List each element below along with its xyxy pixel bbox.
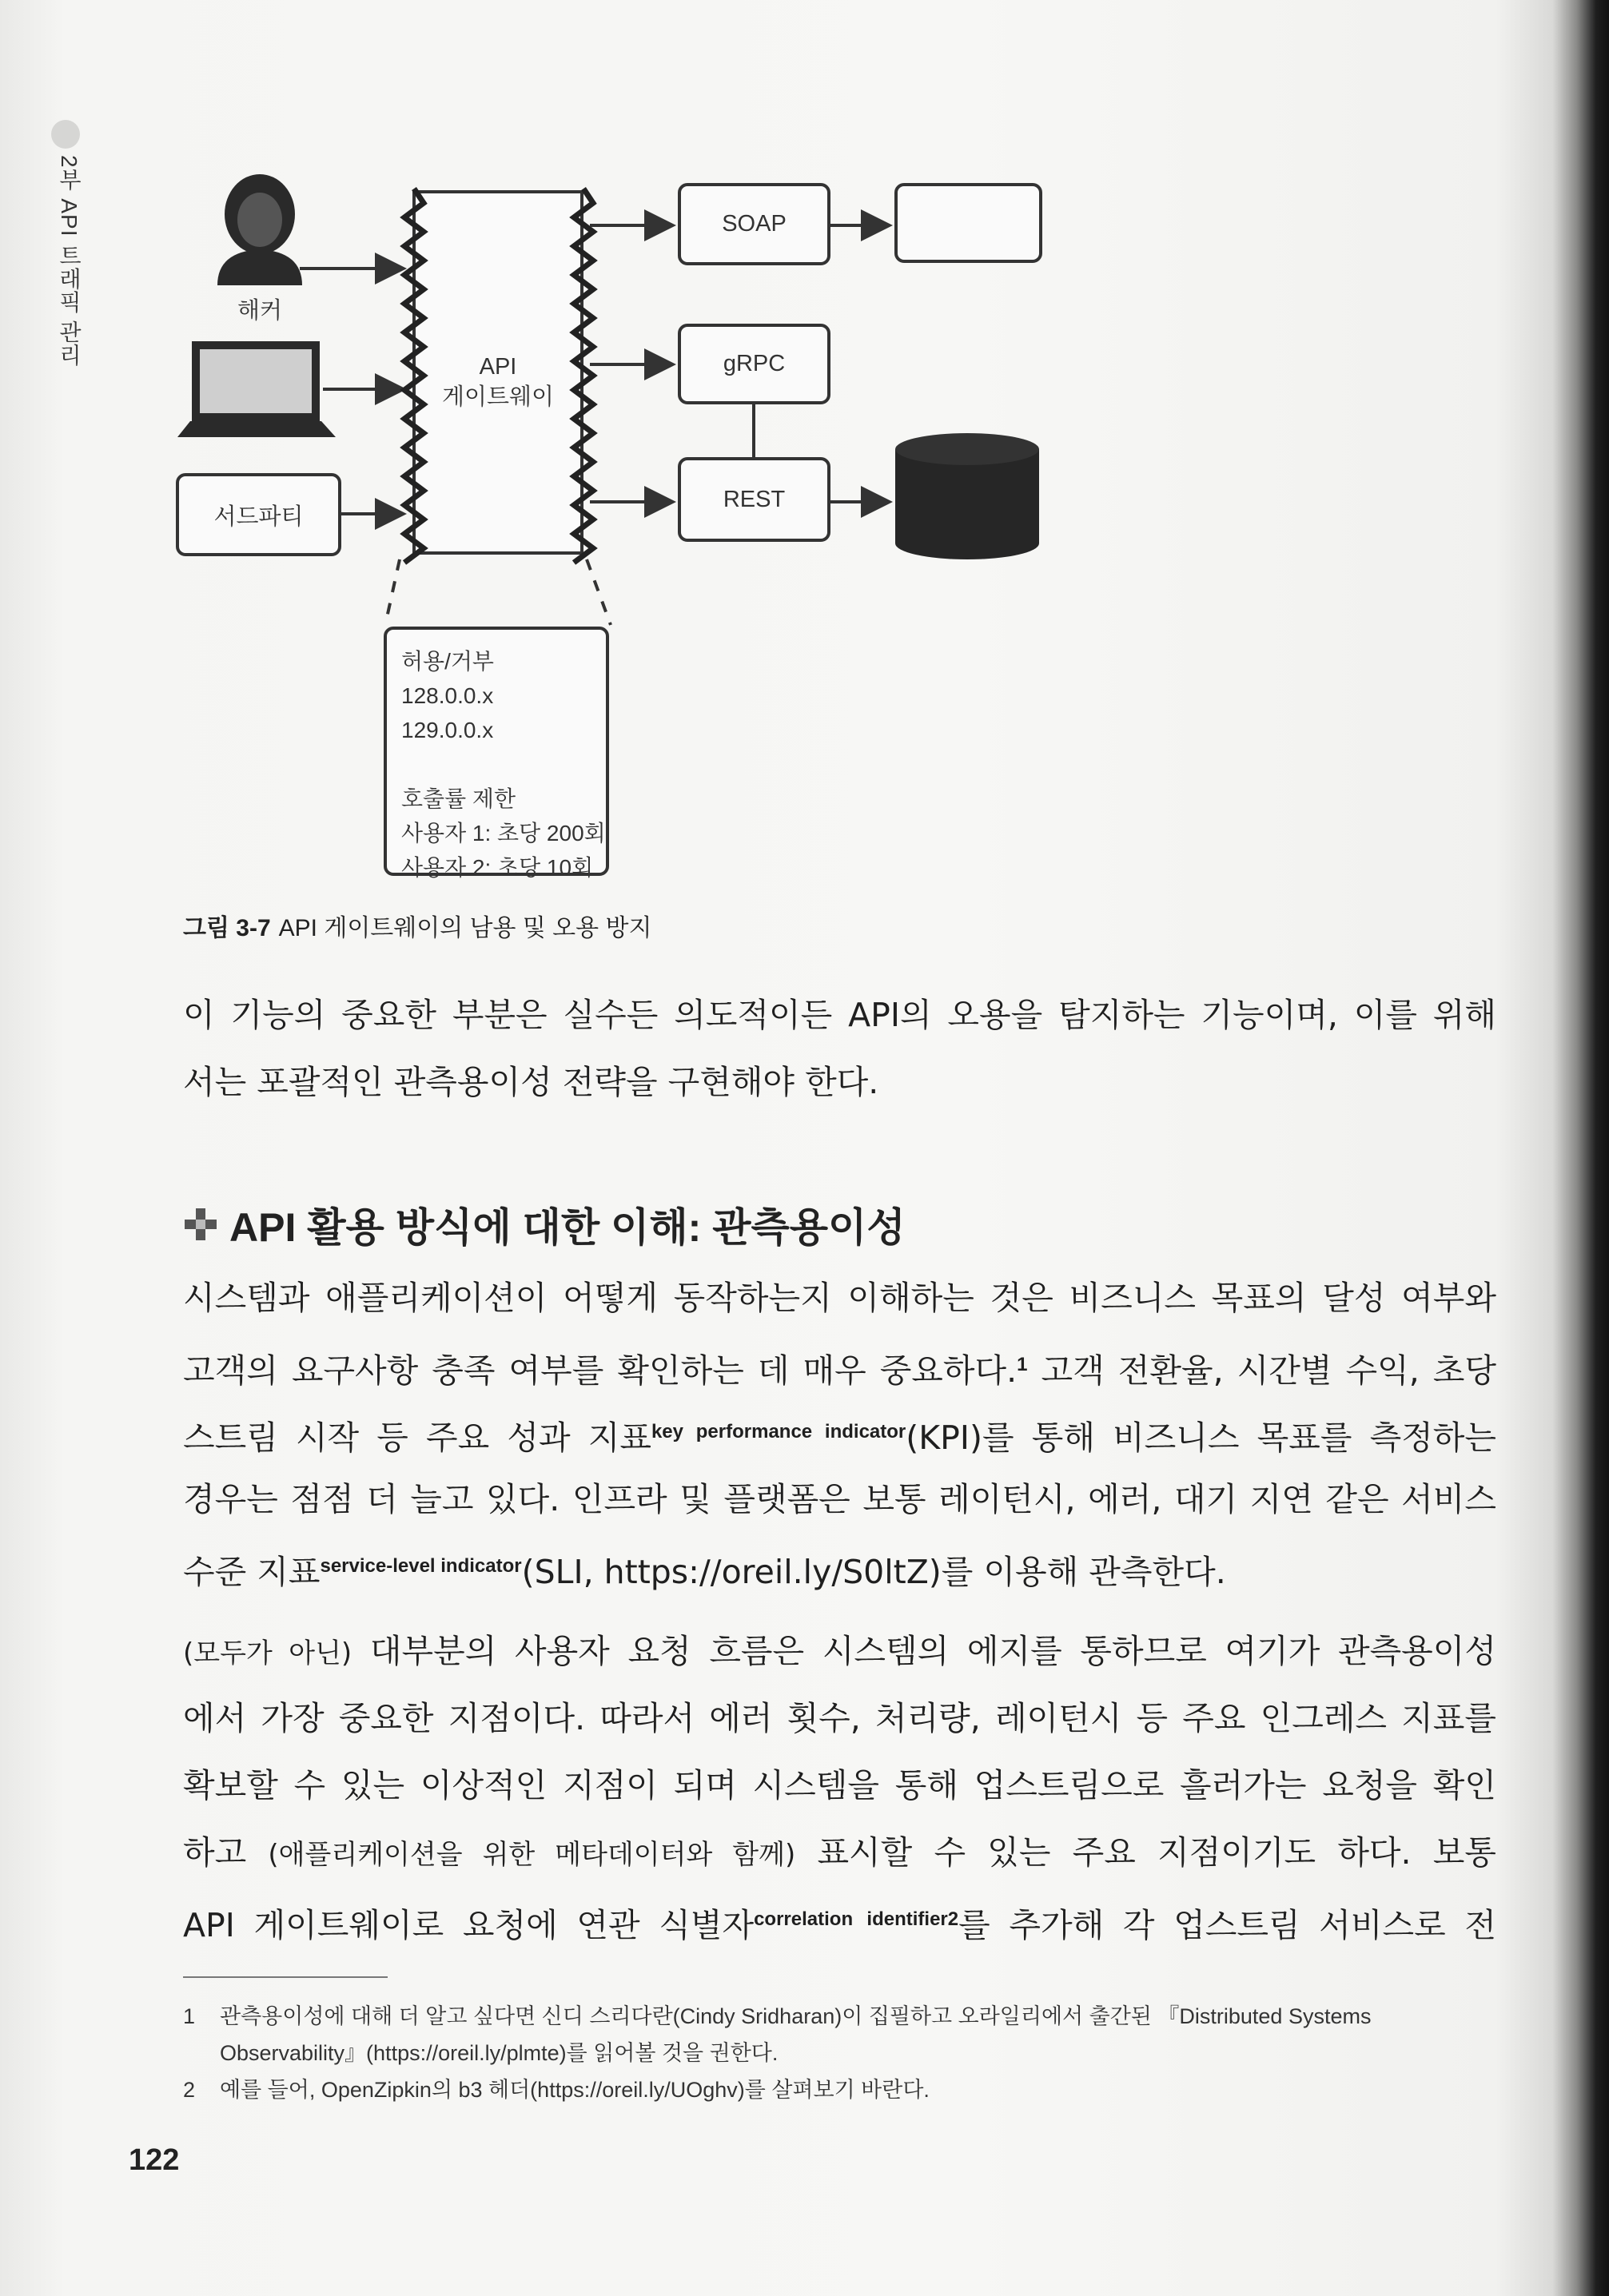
text-span: 스트림 시작 등 주요 성과 지표 bbox=[183, 1419, 651, 1457]
third-party-box: 서드파티 bbox=[176, 473, 341, 556]
text-line bbox=[183, 1886, 1496, 1953]
footnote-text: 예를 들어, OpenZipkin의 b3 헤더(https://oreil.ly/UOghv)를 살펴보기 바란다. bbox=[220, 2078, 930, 2102]
term-english: service-level indicator bbox=[320, 1555, 522, 1577]
text-span: 시스템과 애플리케이션이 어떻게 동작하는지 이해하는 것은 비즈니스 목표의 달성 여부와 bbox=[183, 1279, 1496, 1317]
text-span: 수준 지표 bbox=[183, 1553, 321, 1591]
text-line bbox=[183, 1752, 1496, 1819]
footnote-text: Observability』(https://oreil.ly/plmte)를 읽어볼 것을 권한다. bbox=[220, 2041, 779, 2065]
paragraph-1 bbox=[183, 981, 1496, 1116]
gateway-label bbox=[422, 352, 574, 412]
text-span: 표시할 수 있는 주요 지점이기도 하다. 보통 bbox=[795, 1833, 1496, 1872]
figure-caption-text: API 게이트웨이의 남용 및 오용 방지 bbox=[278, 915, 652, 941]
database-icon bbox=[895, 433, 1039, 559]
grpc-box: gRPC bbox=[678, 324, 830, 404]
rest-box: REST bbox=[678, 457, 830, 542]
paragraph-3 bbox=[183, 1618, 1496, 1953]
footnote-1 bbox=[183, 1998, 1496, 2071]
policy-box bbox=[384, 627, 609, 880]
text-line bbox=[183, 1399, 1496, 1466]
hacker-icon bbox=[217, 174, 302, 285]
text-span: 경우는 점점 더 늘고 있다. 인프라 및 플랫폼은 보통 레이턴시, 에러, 대기 지연 같은 서비스 bbox=[183, 1480, 1496, 1518]
text-line bbox=[183, 1819, 1496, 1886]
zoom-line-right bbox=[587, 559, 611, 625]
backend-service-box bbox=[894, 183, 1042, 263]
policy-ip-1: 128.0.0.x bbox=[401, 683, 494, 708]
footnote-number: 1 bbox=[183, 2004, 196, 2028]
text-span-small: (애플리케이션을 위한 메타데이터와 함께) bbox=[268, 1839, 796, 1871]
policy-ip-2: 129.0.0.x bbox=[401, 718, 494, 742]
text-span: 확보할 수 있는 이상적인 지점이 되며 시스템을 통해 업스트림으로 흘러가는 요청을 확인 bbox=[183, 1766, 1496, 1805]
footnote-ref-1[interactable]: 1 bbox=[1017, 1354, 1028, 1375]
text-span: (SLI, https://oreil.ly/S0ltZ)를 이용해 관측한다. bbox=[521, 1553, 1226, 1591]
text-line bbox=[183, 1533, 1496, 1600]
footnotes bbox=[183, 1998, 1496, 2108]
paragraph-2 bbox=[183, 1264, 1496, 1600]
gateway-label-line1: API bbox=[479, 354, 517, 380]
side-header-text: 2부 API 트래픽 관리 bbox=[57, 155, 82, 368]
text-line: 서는 포괄적인 관측용이성 전략을 구현해야 한다. bbox=[183, 1063, 879, 1101]
text-span: 고객의 요구사항 충족 여부를 확인하는 데 매우 중요하다. bbox=[183, 1351, 1018, 1390]
text-line bbox=[183, 1264, 1496, 1331]
hacker-label: 해커 bbox=[237, 298, 283, 324]
laptop-icon bbox=[177, 341, 336, 437]
zoom-line-left bbox=[385, 559, 400, 625]
text-line bbox=[183, 1618, 1496, 1685]
footnote-number: 2 bbox=[183, 2078, 196, 2102]
page-number: 122 bbox=[129, 2143, 180, 2177]
term-english: correlation identifier2 bbox=[754, 1908, 959, 1930]
policy-user-2: 사용자 2: 초당 10회 bbox=[401, 855, 594, 880]
text-line bbox=[183, 1331, 1496, 1399]
text-span: 하고 bbox=[183, 1833, 269, 1872]
section-heading-text: API 활용 방식에 대한 이해: 관측용이성 bbox=[229, 1205, 906, 1250]
text-line bbox=[183, 1685, 1496, 1752]
text-span-small: (모두가 아닌) bbox=[183, 1637, 352, 1669]
section-heading bbox=[183, 1196, 906, 1253]
text-span: 고객 전환율, 시간별 수익, 초당 bbox=[1027, 1351, 1497, 1390]
policy-user-1: 사용자 1: 초당 200회 bbox=[401, 821, 606, 846]
footnote-divider bbox=[183, 1976, 388, 1978]
gateway-label-line2: 게이트웨이 bbox=[441, 384, 555, 410]
policy-rate-limit: 호출률 제한 bbox=[401, 786, 516, 811]
soap-box: SOAP bbox=[678, 183, 830, 265]
diagram-connectors bbox=[0, 0, 1609, 887]
text-line bbox=[183, 1466, 1496, 1533]
text-span: API 게이트웨이로 요청에 연관 식별자 bbox=[183, 1906, 755, 1944]
policy-allow-deny: 허용/거부 bbox=[401, 649, 494, 674]
figure-number: 그림 3-7 bbox=[183, 915, 271, 941]
footnote-2 bbox=[183, 2071, 1496, 2108]
text-span: 에서 가장 중요한 지점이다. 따라서 에러 횟수, 처리량, 레이턴시 등 주요 인그레스 지표를 bbox=[183, 1699, 1496, 1737]
footnote-text: 관측용이성에 대해 더 알고 싶다면 신디 스리다란(Cindy Sridharan)이 집필하고 오라일리에서 출간된 『Distributed Systems bbox=[220, 2004, 1372, 2028]
text-span: 를 추가해 각 업스트림 서비스로 전 bbox=[958, 1906, 1497, 1944]
text-line: 이 기능의 중요한 부분은 실수든 의도적이든 API의 오용을 탐지하는 기능이며, 이를 위해 bbox=[183, 996, 1496, 1034]
term-english: key performance indicator bbox=[651, 1421, 906, 1442]
text-span: 대부분의 사용자 요청 흐름은 시스템의 에지를 통하므로 여기가 관측용이성 bbox=[352, 1632, 1497, 1670]
figure-diagram bbox=[0, 0, 1609, 887]
text-span: (KPI)를 통해 비즈니스 목표를 측정하는 bbox=[906, 1419, 1497, 1457]
section-bullet-icon bbox=[183, 1207, 218, 1242]
figure-caption bbox=[183, 908, 651, 943]
